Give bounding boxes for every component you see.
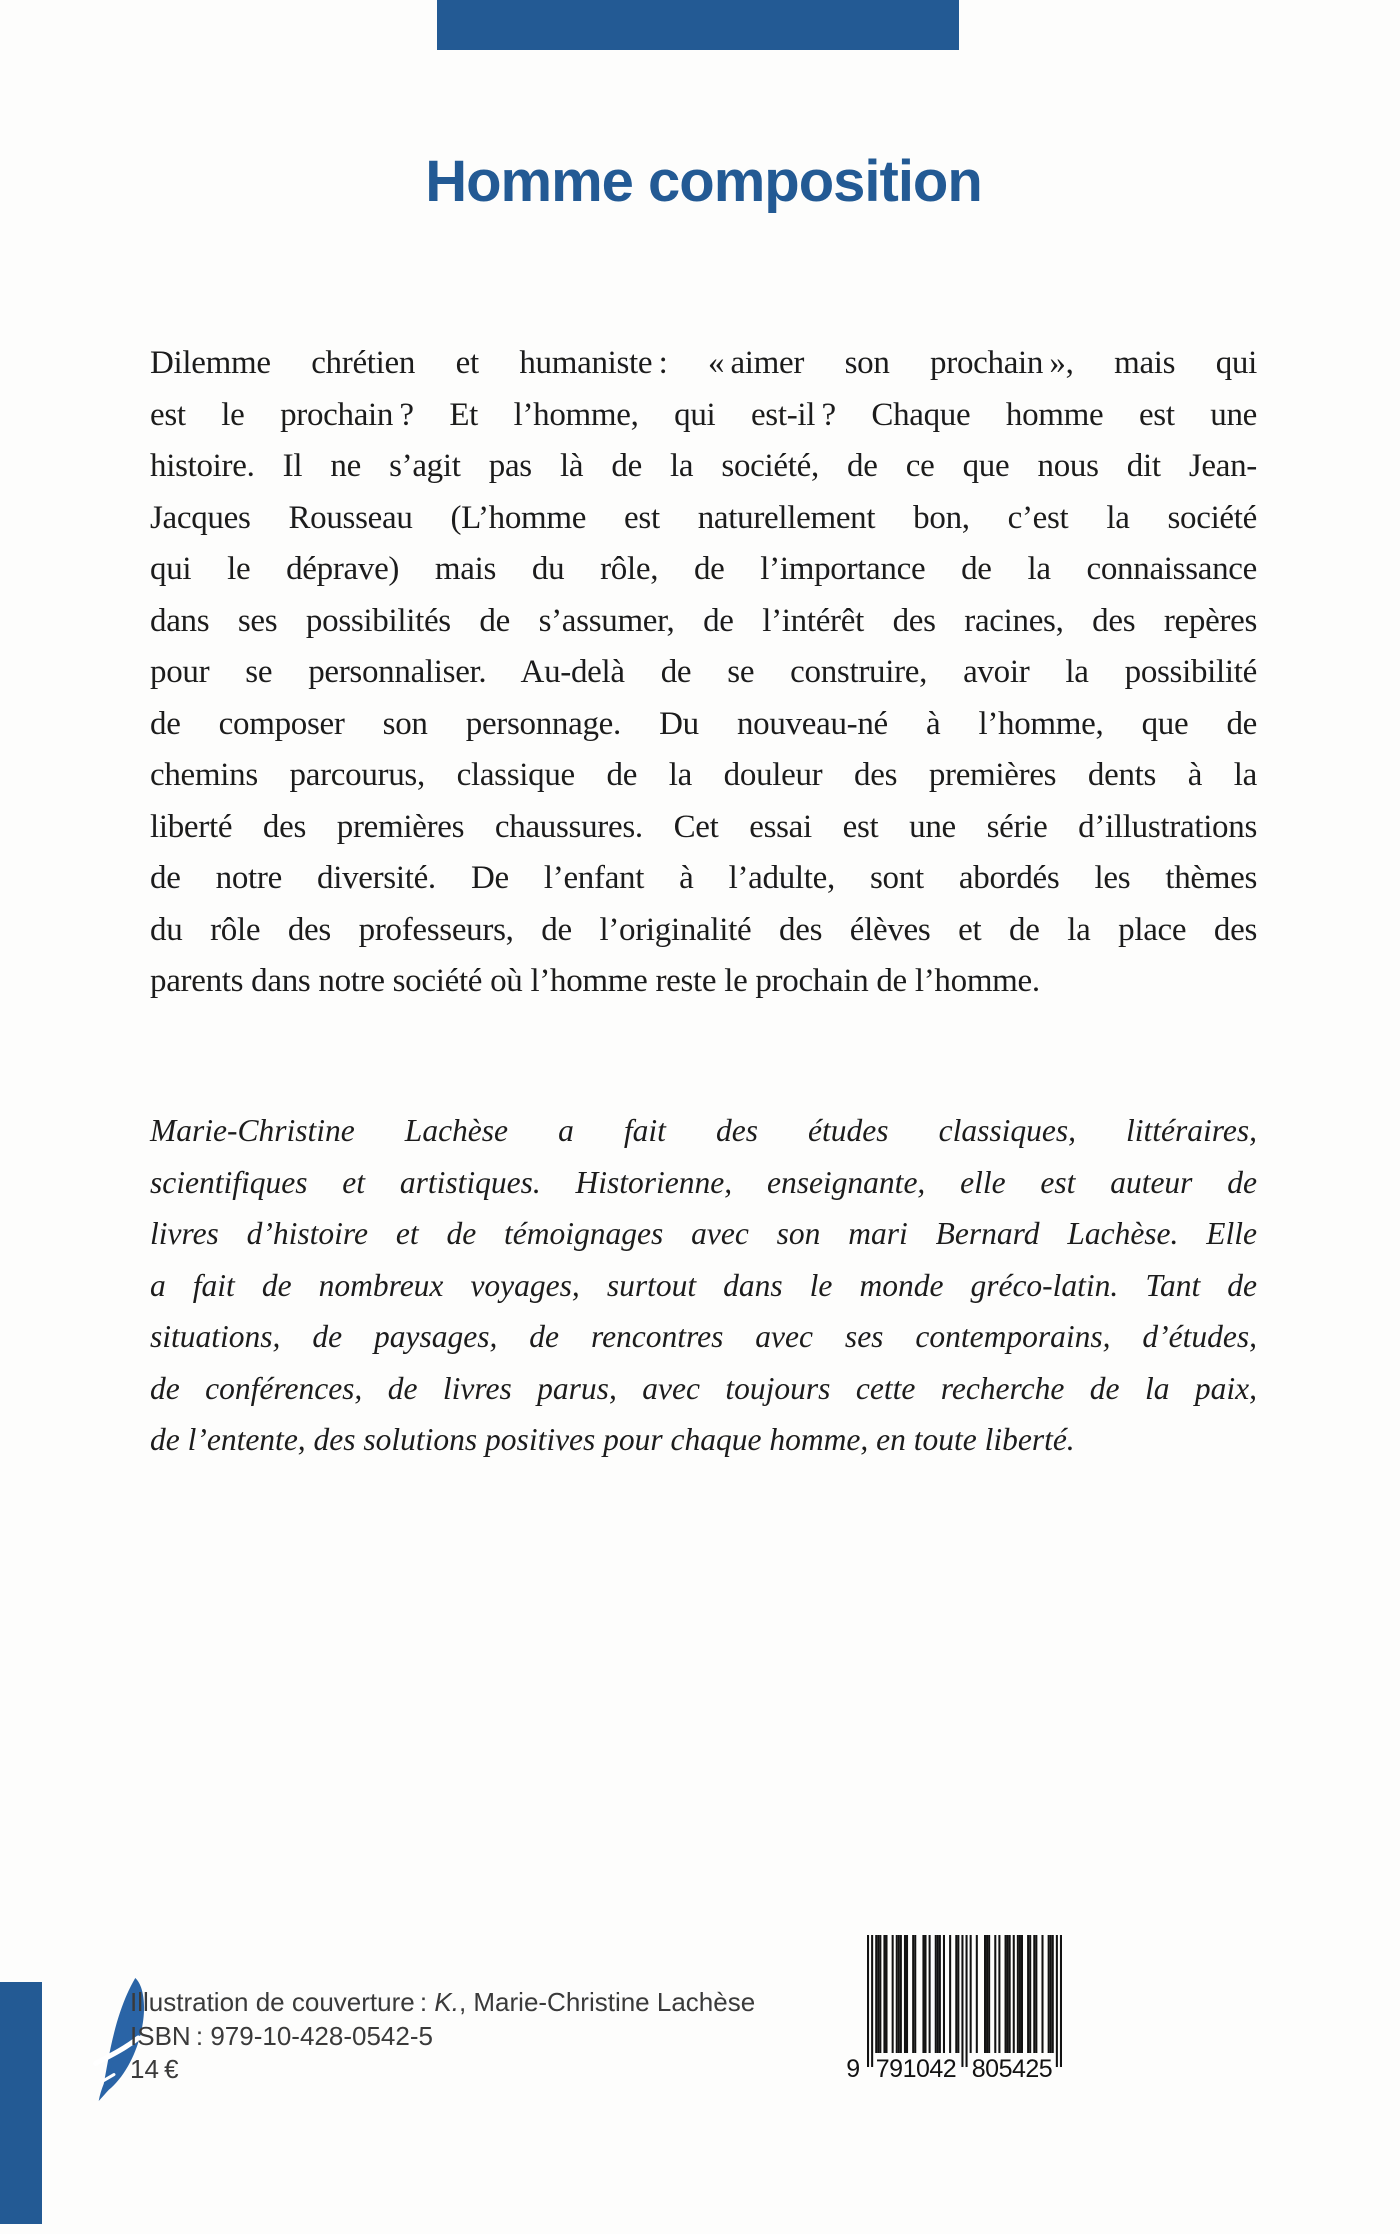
synopsis-line: liberté des premières chaussures. Cet essai est une série d’illustrations (150, 808, 1257, 845)
barcode-digits-group2: 805425 (971, 2055, 1053, 2083)
synopsis-line: chemins parcourus, classique de la douleur des premières dents à la (150, 757, 1257, 793)
synopsis-line: qui le déprave) mais du rôle, de l’importance de la connaissance (150, 551, 1257, 587)
author-bio (150, 1105, 1257, 1466)
author-bio-line: Marie-Christine Lachèse a fait des études classiques, littéraires, (150, 1113, 1257, 1148)
author-bio-line: de conférences, de livres parus, avec toujours cette recherche de la paix, (150, 1370, 1257, 1406)
synopsis-line: parents dans notre société où l’homme reste le prochain de l’homme. (150, 963, 1040, 999)
synopsis-line: du rôle des professeurs, de l’originalité des élèves et de la place des (150, 911, 1257, 948)
synopsis-line: Jacques Rousseau (L’homme est naturellement bon, c’est la société (150, 499, 1257, 536)
ean13-barcode (843, 1935, 1088, 2087)
barcode-svg (867, 1935, 1062, 2067)
book-title: Homme composition (425, 149, 982, 214)
synopsis-line: Dilemme chrétien et humaniste : « aimer son prochain », mais qui (150, 345, 1257, 381)
illustration-credit-initial: K. (434, 1987, 459, 2017)
author-bio-line: de l’entente, des solutions positives pour chaque homme, en toute liberté. (150, 1422, 1075, 1457)
illustration-credit-label: Illustration de couverture : (130, 1987, 435, 2017)
synopsis-line: de notre diversité. De l’enfant à l’adulte, sont abordés les thèmes (150, 860, 1257, 896)
barcode-digits-group1: 791042 (875, 2055, 957, 2083)
synopsis-line: histoire. Il ne s’agit pas là de la société, de ce que nous dit Jean- (150, 448, 1257, 484)
spine-accent-bar (0, 1982, 42, 2224)
price-line: 14 € (130, 2054, 179, 2084)
imprint-block (130, 1986, 830, 2087)
synopsis-line: de composer son personnage. Du nouveau-né à l’homme, que de (150, 705, 1257, 742)
synopsis-line: dans ses possibilités de s’assumer, de l’intérêt des racines, des repères (150, 602, 1257, 639)
synopsis-line: est le prochain ? Et l’homme, qui est-il ? Chaque homme est une (150, 396, 1257, 433)
isbn-line: ISBN : 979-10-428-0542-5 (130, 2020, 433, 2051)
synopsis (150, 338, 1257, 1008)
top-accent-bar (437, 0, 959, 50)
illustration-credit-author: , Marie-Christine Lachèse (458, 1987, 756, 2017)
author-bio-line: situations, de paysages, de rencontres avec ses contemporains, d’études, (150, 1319, 1257, 1354)
illustration-credit (130, 1986, 830, 2020)
barcode-digit-left: 9 (843, 2054, 863, 2085)
author-bio-line: scientifiques et artistiques. Historienne, enseignante, elle est auteur de (150, 1164, 1257, 1200)
author-bio-line: a fait de nombreux voyages, surtout dans le monde gréco-latin. Tant de (150, 1267, 1257, 1303)
synopsis-line: pour se personnaliser. Au-delà de se construire, avoir la possibilité (150, 654, 1257, 690)
author-bio-line: livres d’histoire et de témoignages avec son mari Bernard Lachèse. Elle (150, 1216, 1257, 1251)
